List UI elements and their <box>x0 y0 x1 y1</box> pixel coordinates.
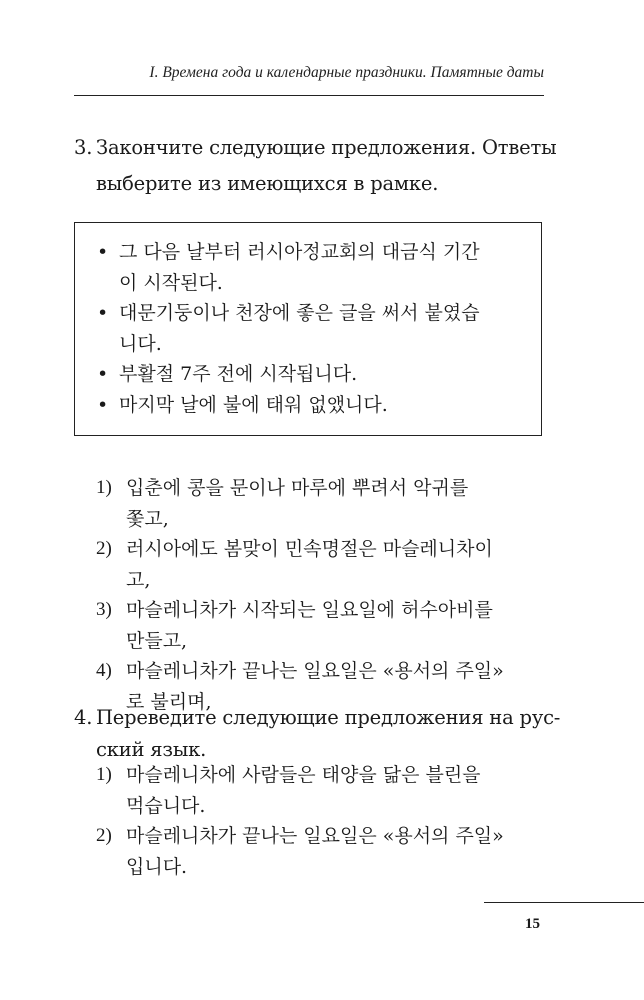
box-item-line: 니다. <box>119 332 162 355</box>
item-line: 쫓고, <box>126 507 169 530</box>
list-item <box>96 473 548 534</box>
item-line: 입니다. <box>126 855 188 878</box>
page-number: 15 <box>525 916 540 932</box>
item-number: 1) <box>96 477 112 498</box>
exercise-4-line-1: 4. Переведите следующие предложения на рус- <box>74 702 548 734</box>
bullet-icon: • <box>97 302 109 324</box>
box-item <box>97 237 527 298</box>
item-line: 입춘에 콩을 문이나 마루에 뿌려서 악귀를 <box>126 477 469 499</box>
item-line: 만들고, <box>126 629 188 652</box>
list-item <box>96 595 548 656</box>
item-line: 먹습니다. <box>126 794 206 817</box>
item-line: 러시아에도 봄맞이 민속명절은 마슬레니차이 <box>126 538 493 560</box>
bullet-icon: • <box>97 241 109 263</box>
item-number: 3) <box>96 599 112 620</box>
box-item <box>97 390 527 421</box>
bullet-icon: • <box>97 363 109 385</box>
exercise-4-line-2: ский язык. <box>96 738 207 761</box>
box-item <box>97 298 527 359</box>
item-number: 2) <box>96 538 112 559</box>
list-item <box>96 534 548 595</box>
item-line: 마슬레니차에 사람들은 태양을 닮은 블린을 <box>126 764 481 786</box>
item-line: 마슬레니차가 끝나는 일요일은 «용서의 주일» <box>126 660 504 682</box>
footer-rule <box>484 902 644 903</box>
box-item-line: 부활절 7주 전에 시작됩니다. <box>119 363 358 385</box>
bullet-icon: • <box>97 393 109 416</box>
header-rule <box>74 95 544 96</box>
exercise-3-heading <box>74 130 557 202</box>
item-number: 4) <box>96 660 112 681</box>
exercise-3-line-1: 3. Закончите следующие предложения. Ответы <box>74 130 548 166</box>
exercise-4-number: 4. <box>74 706 93 729</box>
item-line: 마슬레니차가 끝나는 일요일은 «용서의 주일» <box>126 825 504 847</box>
exercise-3-line-2: выберите из имеющихся в рамке. <box>96 172 439 195</box>
item-number: 2) <box>96 825 112 846</box>
item-line: 로 불리며, <box>126 690 212 713</box>
box-item <box>97 359 527 390</box>
exercise-4-list <box>96 760 548 882</box>
list-item <box>96 760 548 821</box>
running-header: I. Времена года и календарные праздники. Памятные даты <box>149 64 544 81</box>
exercise-4-heading <box>74 702 561 766</box>
box-item-line: 그 다음 날부터 러시아정교회의 대금식 기간 <box>119 241 480 263</box>
exercise-3-list <box>96 473 548 717</box>
exercise-3-number: 3. <box>74 136 93 159</box>
list-item <box>96 821 548 882</box>
item-number: 1) <box>96 764 112 785</box>
item-line: 마슬레니차가 시작되는 일요일에 허수아비를 <box>126 599 493 621</box>
box-item-line: 대문기둥이나 천장에 좋은 글을 써서 붙였습 <box>119 302 480 324</box>
box-item-line: 이 시작된다. <box>119 271 223 294</box>
box-item-line: 마지막 날에 불에 태워 없앴니다. <box>119 393 388 416</box>
answer-box <box>74 222 542 436</box>
item-line: 고, <box>126 568 151 591</box>
